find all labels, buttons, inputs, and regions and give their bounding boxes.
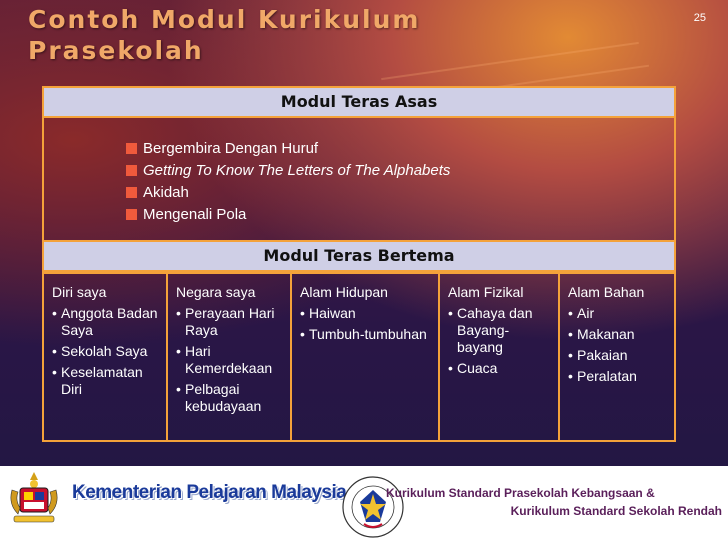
theme-item-list [300, 305, 434, 343]
kurikulum-title-line1: Kurikulum Standard Prasekolah Kebangsaan & [386, 486, 655, 500]
theme-column-title: Alam Hidupan [300, 284, 388, 300]
list-item-text: Mengenali Pola [143, 206, 247, 223]
theme-item: • Perayaan Hari Raya [176, 305, 286, 339]
theme-item: • Hari Kemerdekaan [176, 343, 286, 377]
theme-item-list [176, 305, 286, 415]
list-item-text: Akidah [143, 184, 189, 201]
footer [0, 466, 728, 546]
modul-teras-bertema-table [42, 272, 676, 442]
theme-item: • Air [568, 305, 670, 322]
square-bullet-icon [126, 165, 137, 176]
list-item [126, 160, 450, 182]
slide-title: Contoh Modul Kurikulum Prasekolah [28, 5, 421, 65]
theme-item: • Anggota Badan Saya [52, 305, 162, 339]
school-emblem-icon [340, 474, 406, 540]
list-item [126, 204, 450, 226]
square-bullet-icon [126, 143, 137, 154]
theme-item-list [52, 305, 162, 398]
list-item [126, 182, 450, 204]
theme-item-list [568, 305, 670, 385]
theme-column [168, 274, 292, 440]
theme-item: • Pelbagai kebudayaan [176, 381, 286, 415]
square-bullet-icon [126, 209, 137, 220]
theme-item: • Haiwan [300, 305, 434, 322]
theme-column [292, 274, 440, 440]
modul-teras-asas-box [42, 118, 676, 240]
malaysia-crest-icon [6, 468, 62, 530]
theme-item: • Pakaian [568, 347, 670, 364]
slide-number: 25 [693, 12, 706, 24]
list-item-text: Getting To Know The Letters of The Alphabets [143, 162, 451, 179]
theme-item: • Tumbuh-tumbuhan [300, 326, 434, 343]
theme-column-title: Diri saya [52, 284, 107, 300]
theme-column [560, 274, 674, 440]
modul-teras-asas-list [126, 138, 450, 226]
modul-teras-bertema-heading: Modul Teras Bertema [42, 240, 676, 272]
theme-column [44, 274, 168, 440]
theme-column-title: Negara saya [176, 284, 256, 300]
theme-column-title: Alam Fizikal [448, 284, 524, 300]
theme-item: • Peralatan [568, 368, 670, 385]
list-item [126, 138, 450, 160]
modul-teras-asas-heading: Modul Teras Asas [42, 86, 676, 118]
square-bullet-icon [126, 187, 137, 198]
ministry-name: Kementerian Pelajaran Malaysia [72, 482, 347, 503]
theme-item: • Makanan [568, 326, 670, 343]
theme-item: • Cuaca [448, 360, 554, 377]
list-item-text: Bergembira Dengan Huruf [143, 140, 319, 157]
theme-column-title: Alam Bahan [568, 284, 645, 300]
kurikulum-title-line2: Kurikulum Standard Sekolah Rendah [510, 504, 722, 518]
theme-column [440, 274, 560, 440]
theme-item: • Sekolah Saya [52, 343, 162, 360]
theme-item-list [448, 305, 554, 377]
theme-item: • Keselamatan Diri [52, 364, 162, 398]
theme-item: • Cahaya dan Bayang-bayang [448, 305, 554, 356]
